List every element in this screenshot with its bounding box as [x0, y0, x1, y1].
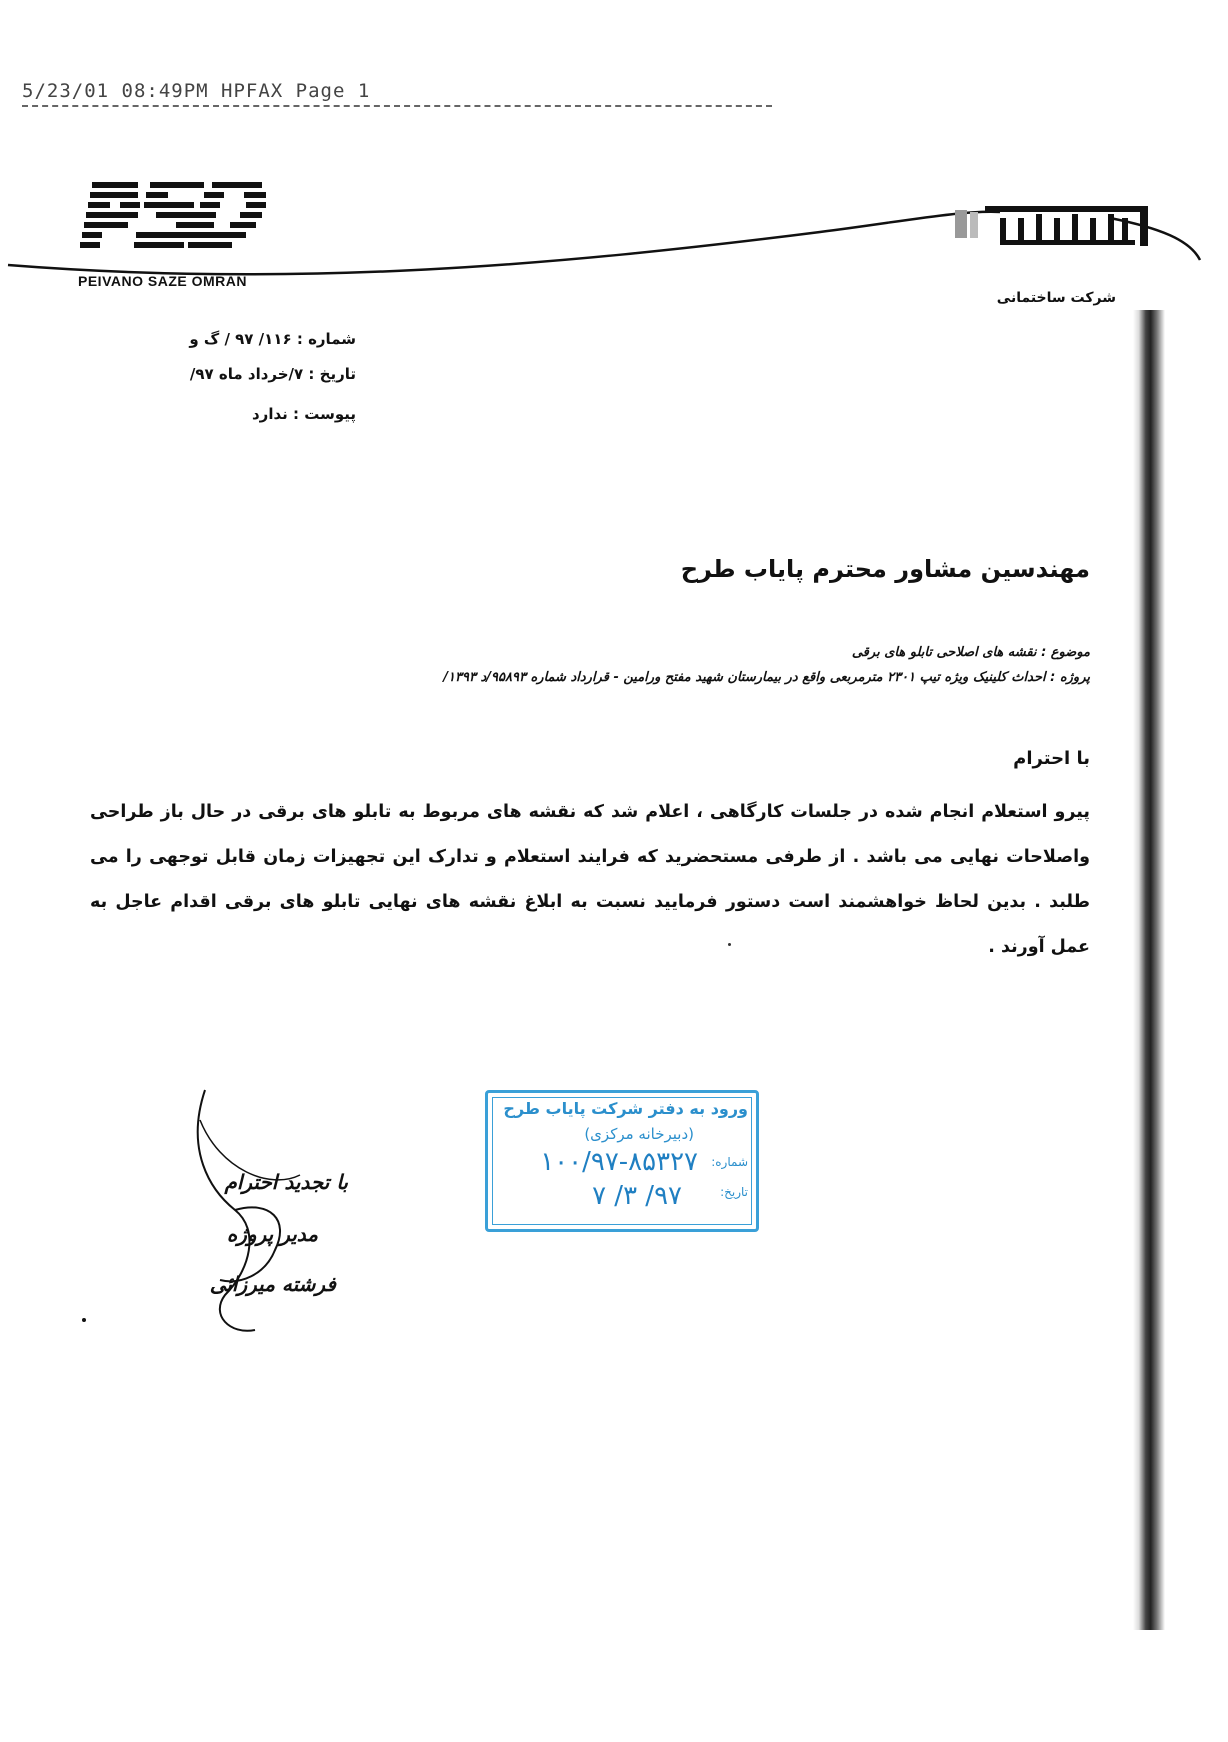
fax-header-rule [22, 105, 772, 107]
handwritten-signature [180, 1080, 350, 1350]
stamp-title: ورود به دفتر شرکت پایاب طرح [503, 1099, 748, 1118]
scan-speck [728, 943, 731, 946]
stamp-number-value: ۱۰۰/۹۷-۸۵۳۲۷ [540, 1147, 698, 1177]
subject-line: موضوع : نقشه های اصلاحی تابلو های برقی [851, 645, 1090, 660]
scan-speck [82, 1318, 86, 1322]
signature-name: فرشته میرزائی [209, 1272, 336, 1296]
stamp-subtitle: (دبیرخانه مرکزی) [584, 1125, 694, 1143]
stamp-date-label: تاریخ: [720, 1185, 748, 1199]
fax-header: 5/23/01 08:49PM HPFAX Page 1 [22, 80, 371, 102]
letter-date: تاریخ : ۷/خرداد ماه ۹۷/ [189, 365, 356, 383]
scan-edge-shadow [1133, 310, 1165, 1630]
signature-closing: با تجدید احترام [224, 1170, 348, 1194]
letter-attachment: پیوست : ندارد [251, 405, 356, 423]
greeting: با احترام [1013, 748, 1090, 769]
project-line: پروژه : احداث کلینیک ویژه تیپ ۲۳۰۱ مترمربعی واقع در بیمارستان شهید مفتح ورامین - قرارداد شماره ۹۵۸۹۳/د ۱۳۹۳/ [443, 670, 1090, 685]
letter-body: پیرو استعلام انجام شده در جلسات کارگاهی ، اعلام شد که نقشه های مربوط به تابلو های برقی در حال باز طراحی واصلاحات نهایی می باشد . از طرفی مستحضرید که فرایند استعلام و تدارک این تجهیزات زمان قابل توجهی را می طلبد . بدین لحاظ خواهشمند است دستور فرمایید نسبت به ابلاغ نقشه های نهایی تابلو های برقی اقدام عاجل به عمل آورند . [90, 802, 1090, 957]
company-tagline: شرکت ساختمانی [996, 290, 1116, 306]
letter-number: شماره : ۱۱۶/ ۹۷ / گ و [189, 330, 356, 348]
signature-title: مدیر پروژه [226, 1222, 318, 1246]
letterhead-graphic [0, 170, 1228, 310]
pso-logo-mark [80, 182, 266, 248]
addressee: مهندسین مشاور محترم پایاب طرح [680, 555, 1090, 583]
stamp-date-value: ۹۷/ ۳/ ۷ [592, 1181, 682, 1211]
company-name-latin: PEIVANO SAZE OMRAN [78, 273, 247, 289]
stamp-number-label: شماره: [711, 1155, 748, 1169]
receipt-stamp [485, 1090, 759, 1232]
